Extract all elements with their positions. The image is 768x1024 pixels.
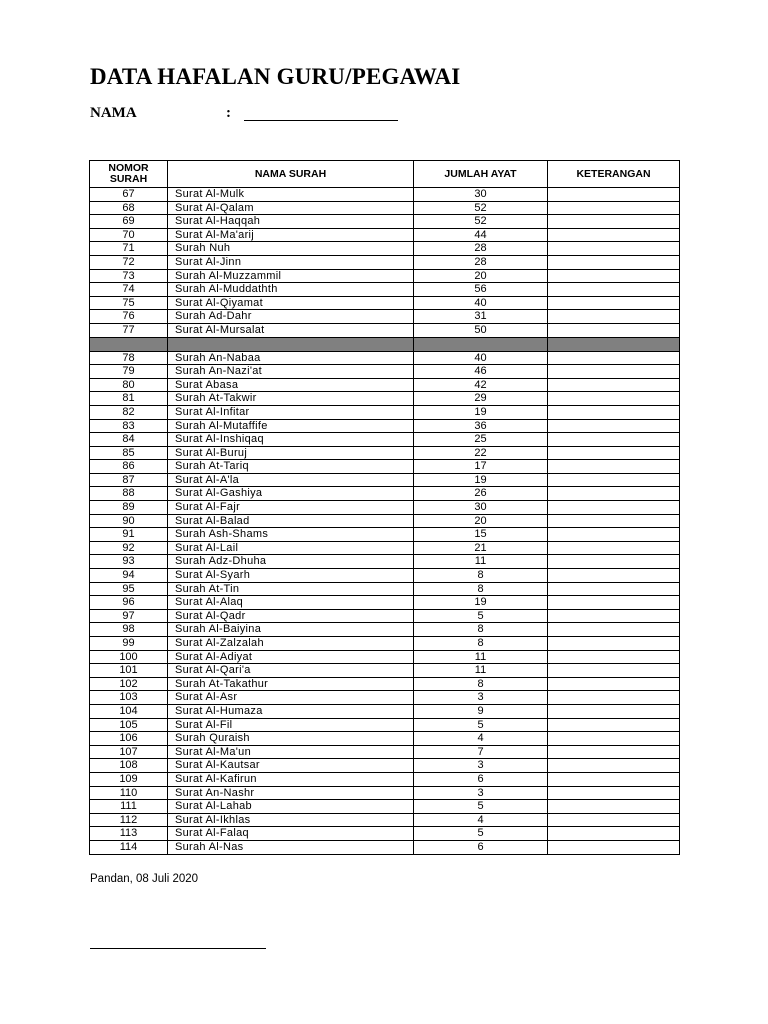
keterangan-cell <box>548 419 680 433</box>
jumlah-ayat-cell: 20 <box>414 514 548 528</box>
jumlah-ayat-cell: 26 <box>414 487 548 501</box>
jumlah-ayat-cell: 5 <box>414 800 548 814</box>
keterangan-cell <box>548 351 680 365</box>
table-row <box>90 501 680 515</box>
nomor-cell: 82 <box>90 405 168 419</box>
nama-surah-cell: Surah At-Takwir <box>168 392 414 406</box>
nama-surah-cell: Surat Al-Buruj <box>168 446 414 460</box>
keterangan-cell <box>548 215 680 229</box>
keterangan-cell <box>548 677 680 691</box>
keterangan-cell <box>548 623 680 637</box>
keterangan-cell <box>548 228 680 242</box>
nomor-cell: 75 <box>90 296 168 310</box>
table-row <box>90 555 680 569</box>
keterangan-cell <box>548 691 680 705</box>
nama-label: NAMA <box>90 105 137 121</box>
keterangan-cell <box>548 718 680 732</box>
table-row <box>90 772 680 786</box>
table-row <box>90 840 680 854</box>
jumlah-ayat-cell: 19 <box>414 405 548 419</box>
nama-surah-cell: Surah Al-Baiyina <box>168 623 414 637</box>
separator-row <box>90 337 680 351</box>
table-row <box>90 323 680 337</box>
nomor-cell: 89 <box>90 501 168 515</box>
table-row <box>90 310 680 324</box>
nama-surah-cell: Surah Nuh <box>168 242 414 256</box>
keterangan-cell <box>548 800 680 814</box>
nomor-cell: 92 <box>90 541 168 555</box>
nomor-cell: 96 <box>90 596 168 610</box>
nomor-cell: 112 <box>90 813 168 827</box>
jumlah-ayat-cell: 3 <box>414 691 548 705</box>
nama-surah-cell: Surat Al-Adiyat <box>168 650 414 664</box>
nomor-cell: 94 <box>90 569 168 583</box>
jumlah-ayat-cell: 46 <box>414 365 548 379</box>
keterangan-cell <box>548 514 680 528</box>
separator-cell <box>414 337 548 351</box>
jumlah-ayat-cell: 5 <box>414 609 548 623</box>
nomor-cell: 85 <box>90 446 168 460</box>
table-row <box>90 786 680 800</box>
nama-surah-cell: Surah Adz-Dhuha <box>168 555 414 569</box>
nama-surah-cell: Surat Al-Haqqah <box>168 215 414 229</box>
nama-surah-cell: Surat Al-Lahab <box>168 800 414 814</box>
nama-surah-cell: Surat Al-Lail <box>168 541 414 555</box>
nomor-cell: 95 <box>90 582 168 596</box>
jumlah-ayat-cell: 11 <box>414 650 548 664</box>
keterangan-cell <box>548 501 680 515</box>
nama-surah-cell: Surat Al-Gashiya <box>168 487 414 501</box>
jumlah-ayat-cell: 56 <box>414 283 548 297</box>
nama-surah-cell: Surat An-Nashr <box>168 786 414 800</box>
nama-surah-cell: Surat Al-Jinn <box>168 255 414 269</box>
nomor-cell: 105 <box>90 718 168 732</box>
keterangan-cell <box>548 283 680 297</box>
jumlah-ayat-cell: 52 <box>414 215 548 229</box>
jumlah-ayat-cell: 20 <box>414 269 548 283</box>
keterangan-cell <box>548 487 680 501</box>
keterangan-cell <box>548 813 680 827</box>
jumlah-ayat-cell: 30 <box>414 188 548 202</box>
nama-surah-cell: Surah Al-Nas <box>168 840 414 854</box>
table-row <box>90 392 680 406</box>
keterangan-cell <box>548 555 680 569</box>
jumlah-ayat-cell: 7 <box>414 745 548 759</box>
table-row <box>90 351 680 365</box>
table-row <box>90 405 680 419</box>
header-nomor-line2: SURAH <box>109 173 148 185</box>
keterangan-cell <box>548 664 680 678</box>
keterangan-cell <box>548 650 680 664</box>
jumlah-ayat-cell: 3 <box>414 786 548 800</box>
keterangan-cell <box>548 392 680 406</box>
nama-surah-cell: Surat Al-Qiyamat <box>168 296 414 310</box>
table-row <box>90 188 680 202</box>
nama-surah-cell: Surat Al-Qadr <box>168 609 414 623</box>
keterangan-cell <box>548 188 680 202</box>
keterangan-cell <box>548 745 680 759</box>
nama-surah-cell: Surat Al-Kafirun <box>168 772 414 786</box>
table-row <box>90 433 680 447</box>
signature-line <box>90 948 266 949</box>
keterangan-cell <box>548 569 680 583</box>
hafalan-table <box>89 160 680 855</box>
table-row <box>90 609 680 623</box>
nama-surah-cell: Surat Al-Inshiqaq <box>168 433 414 447</box>
jumlah-ayat-cell: 9 <box>414 704 548 718</box>
header-jumlah-ayat: JUMLAH AYAT <box>414 161 548 188</box>
nomor-cell: 101 <box>90 664 168 678</box>
nama-surah-cell: Surah Ash-Shams <box>168 528 414 542</box>
nomor-cell: 106 <box>90 732 168 746</box>
jumlah-ayat-cell: 17 <box>414 460 548 474</box>
table-row <box>90 745 680 759</box>
keterangan-cell <box>548 609 680 623</box>
jumlah-ayat-cell: 30 <box>414 501 548 515</box>
jumlah-ayat-cell: 5 <box>414 827 548 841</box>
jumlah-ayat-cell: 22 <box>414 446 548 460</box>
keterangan-cell <box>548 827 680 841</box>
table-row <box>90 569 680 583</box>
jumlah-ayat-cell: 29 <box>414 392 548 406</box>
jumlah-ayat-cell: 42 <box>414 378 548 392</box>
nomor-cell: 72 <box>90 255 168 269</box>
nomor-cell: 103 <box>90 691 168 705</box>
table-row <box>90 704 680 718</box>
jumlah-ayat-cell: 8 <box>414 582 548 596</box>
nomor-cell: 107 <box>90 745 168 759</box>
nomor-cell: 71 <box>90 242 168 256</box>
table-row <box>90 419 680 433</box>
table-row <box>90 215 680 229</box>
keterangan-cell <box>548 323 680 337</box>
nama-surah-cell: Surat Al-Fajr <box>168 501 414 515</box>
nama-surah-cell: Surah Al-Muzzammil <box>168 269 414 283</box>
table-row <box>90 460 680 474</box>
nama-surah-cell: Surat Al-Ma'un <box>168 745 414 759</box>
nomor-cell: 91 <box>90 528 168 542</box>
keterangan-cell <box>548 296 680 310</box>
jumlah-ayat-cell: 19 <box>414 473 548 487</box>
jumlah-ayat-cell: 25 <box>414 433 548 447</box>
nomor-cell: 81 <box>90 392 168 406</box>
jumlah-ayat-cell: 40 <box>414 351 548 365</box>
nomor-cell: 114 <box>90 840 168 854</box>
nomor-cell: 77 <box>90 323 168 337</box>
jumlah-ayat-cell: 52 <box>414 201 548 215</box>
table-row <box>90 201 680 215</box>
keterangan-cell <box>548 269 680 283</box>
table-row <box>90 596 680 610</box>
nomor-cell: 74 <box>90 283 168 297</box>
table-row <box>90 473 680 487</box>
table-row <box>90 718 680 732</box>
nomor-cell: 73 <box>90 269 168 283</box>
jumlah-ayat-cell: 4 <box>414 732 548 746</box>
nomor-cell: 98 <box>90 623 168 637</box>
nomor-cell: 69 <box>90 215 168 229</box>
nama-surah-cell: Surat Al-Ikhlas <box>168 813 414 827</box>
table-row <box>90 623 680 637</box>
nama-surah-cell: Surat Al-Qalam <box>168 201 414 215</box>
keterangan-cell <box>548 378 680 392</box>
nama-colon: : <box>226 105 231 121</box>
keterangan-cell <box>548 528 680 542</box>
nomor-cell: 86 <box>90 460 168 474</box>
table-header-row <box>90 161 680 188</box>
jumlah-ayat-cell: 44 <box>414 228 548 242</box>
jumlah-ayat-cell: 15 <box>414 528 548 542</box>
keterangan-cell <box>548 201 680 215</box>
table-row <box>90 541 680 555</box>
nama-surah-cell: Surah At-Tariq <box>168 460 414 474</box>
keterangan-cell <box>548 840 680 854</box>
keterangan-cell <box>548 310 680 324</box>
nomor-cell: 67 <box>90 188 168 202</box>
nomor-cell: 83 <box>90 419 168 433</box>
nama-blank-line <box>244 120 398 121</box>
table-row <box>90 528 680 542</box>
place-date: Pandan, 08 Juli 2020 <box>90 873 199 885</box>
jumlah-ayat-cell: 4 <box>414 813 548 827</box>
nomor-cell: 79 <box>90 365 168 379</box>
header-keterangan: KETERANGAN <box>548 161 680 188</box>
table-row <box>90 582 680 596</box>
jumlah-ayat-cell: 50 <box>414 323 548 337</box>
jumlah-ayat-cell: 36 <box>414 419 548 433</box>
nomor-cell: 113 <box>90 827 168 841</box>
nama-surah-cell: Surat Al-Infitar <box>168 405 414 419</box>
jumlah-ayat-cell: 11 <box>414 555 548 569</box>
table-row <box>90 514 680 528</box>
jumlah-ayat-cell: 3 <box>414 759 548 773</box>
table-row <box>90 228 680 242</box>
nomor-cell: 68 <box>90 201 168 215</box>
jumlah-ayat-cell: 31 <box>414 310 548 324</box>
table-row <box>90 813 680 827</box>
nama-surah-cell: Surah Al-Mutaffife <box>168 419 414 433</box>
separator-cell <box>548 337 680 351</box>
nama-surah-cell: Surah Ad-Dahr <box>168 310 414 324</box>
nama-surah-cell: Surah At-Takathur <box>168 677 414 691</box>
keterangan-cell <box>548 704 680 718</box>
table-row <box>90 365 680 379</box>
table-row <box>90 283 680 297</box>
nomor-cell: 93 <box>90 555 168 569</box>
nama-surah-cell: Surah At-Tin <box>168 582 414 596</box>
nama-surah-cell: Surat Al-Qari'a <box>168 664 414 678</box>
jumlah-ayat-cell: 8 <box>414 637 548 651</box>
nama-surah-cell: Surat Al-Mulk <box>168 188 414 202</box>
nomor-cell: 99 <box>90 637 168 651</box>
nomor-cell: 78 <box>90 351 168 365</box>
jumlah-ayat-cell: 6 <box>414 840 548 854</box>
nomor-cell: 111 <box>90 800 168 814</box>
keterangan-cell <box>548 772 680 786</box>
nomor-cell: 108 <box>90 759 168 773</box>
keterangan-cell <box>548 732 680 746</box>
keterangan-cell <box>548 242 680 256</box>
nomor-cell: 80 <box>90 378 168 392</box>
keterangan-cell <box>548 786 680 800</box>
keterangan-cell <box>548 582 680 596</box>
jumlah-ayat-cell: 11 <box>414 664 548 678</box>
jumlah-ayat-cell: 28 <box>414 255 548 269</box>
document-title: DATA HAFALAN GURU/PEGAWAI <box>90 64 461 89</box>
jumlah-ayat-cell: 19 <box>414 596 548 610</box>
nama-surah-cell: Surat Al-Ma'arij <box>168 228 414 242</box>
nama-surah-cell: Surah Quraish <box>168 732 414 746</box>
nama-surah-cell: Surat Al-Kautsar <box>168 759 414 773</box>
jumlah-ayat-cell: 8 <box>414 623 548 637</box>
keterangan-cell <box>548 433 680 447</box>
nama-surah-cell: Surat Al-Humaza <box>168 704 414 718</box>
nama-surah-cell: Surah An-Nazi'at <box>168 365 414 379</box>
jumlah-ayat-cell: 8 <box>414 677 548 691</box>
header-nomor-line1: NOMOR <box>108 162 149 174</box>
table-row <box>90 691 680 705</box>
nomor-cell: 100 <box>90 650 168 664</box>
keterangan-cell <box>548 637 680 651</box>
nomor-cell: 90 <box>90 514 168 528</box>
table-row <box>90 637 680 651</box>
jumlah-ayat-cell: 40 <box>414 296 548 310</box>
table-row <box>90 677 680 691</box>
keterangan-cell <box>548 759 680 773</box>
table-body <box>90 188 680 855</box>
table-row <box>90 269 680 283</box>
nama-surah-cell: Surat Al-Fil <box>168 718 414 732</box>
nomor-cell: 88 <box>90 487 168 501</box>
jumlah-ayat-cell: 8 <box>414 569 548 583</box>
nama-surah-cell: Surat Al-Balad <box>168 514 414 528</box>
keterangan-cell <box>548 541 680 555</box>
keterangan-cell <box>548 255 680 269</box>
nomor-cell: 70 <box>90 228 168 242</box>
nama-surah-cell: Surah An-Nabaa <box>168 351 414 365</box>
table-row <box>90 296 680 310</box>
nama-surah-cell: Surat Al-Zalzalah <box>168 637 414 651</box>
nama-surah-cell: Surat Al-Asr <box>168 691 414 705</box>
keterangan-cell <box>548 446 680 460</box>
nomor-cell: 84 <box>90 433 168 447</box>
nomor-cell: 110 <box>90 786 168 800</box>
nama-surah-cell: Surat Al-A'la <box>168 473 414 487</box>
keterangan-cell <box>548 405 680 419</box>
nomor-cell: 87 <box>90 473 168 487</box>
table-row <box>90 650 680 664</box>
nama-surah-cell: Surat Al-Alaq <box>168 596 414 610</box>
nama-surah-cell: Surat Abasa <box>168 378 414 392</box>
nomor-cell: 97 <box>90 609 168 623</box>
header-nomor-surah <box>90 161 168 188</box>
table-row <box>90 732 680 746</box>
keterangan-cell <box>548 596 680 610</box>
table-row <box>90 378 680 392</box>
table-row <box>90 446 680 460</box>
jumlah-ayat-cell: 28 <box>414 242 548 256</box>
separator-cell <box>90 337 168 351</box>
nomor-cell: 109 <box>90 772 168 786</box>
table-row <box>90 759 680 773</box>
nama-surah-cell: Surat Al-Syarh <box>168 569 414 583</box>
jumlah-ayat-cell: 5 <box>414 718 548 732</box>
separator-cell <box>168 337 414 351</box>
header-nama-surah: NAMA SURAH <box>168 161 414 188</box>
nomor-cell: 102 <box>90 677 168 691</box>
keterangan-cell <box>548 365 680 379</box>
nomor-cell: 104 <box>90 704 168 718</box>
nama-surah-cell: Surah Al-Muddathth <box>168 283 414 297</box>
table-row <box>90 800 680 814</box>
nama-surah-cell: Surat Al-Mursalat <box>168 323 414 337</box>
table-row <box>90 242 680 256</box>
jumlah-ayat-cell: 21 <box>414 541 548 555</box>
table-row <box>90 487 680 501</box>
table-row <box>90 664 680 678</box>
nama-surah-cell: Surat Al-Falaq <box>168 827 414 841</box>
table-row <box>90 827 680 841</box>
keterangan-cell <box>548 460 680 474</box>
keterangan-cell <box>548 473 680 487</box>
table-row <box>90 255 680 269</box>
nomor-cell: 76 <box>90 310 168 324</box>
jumlah-ayat-cell: 6 <box>414 772 548 786</box>
